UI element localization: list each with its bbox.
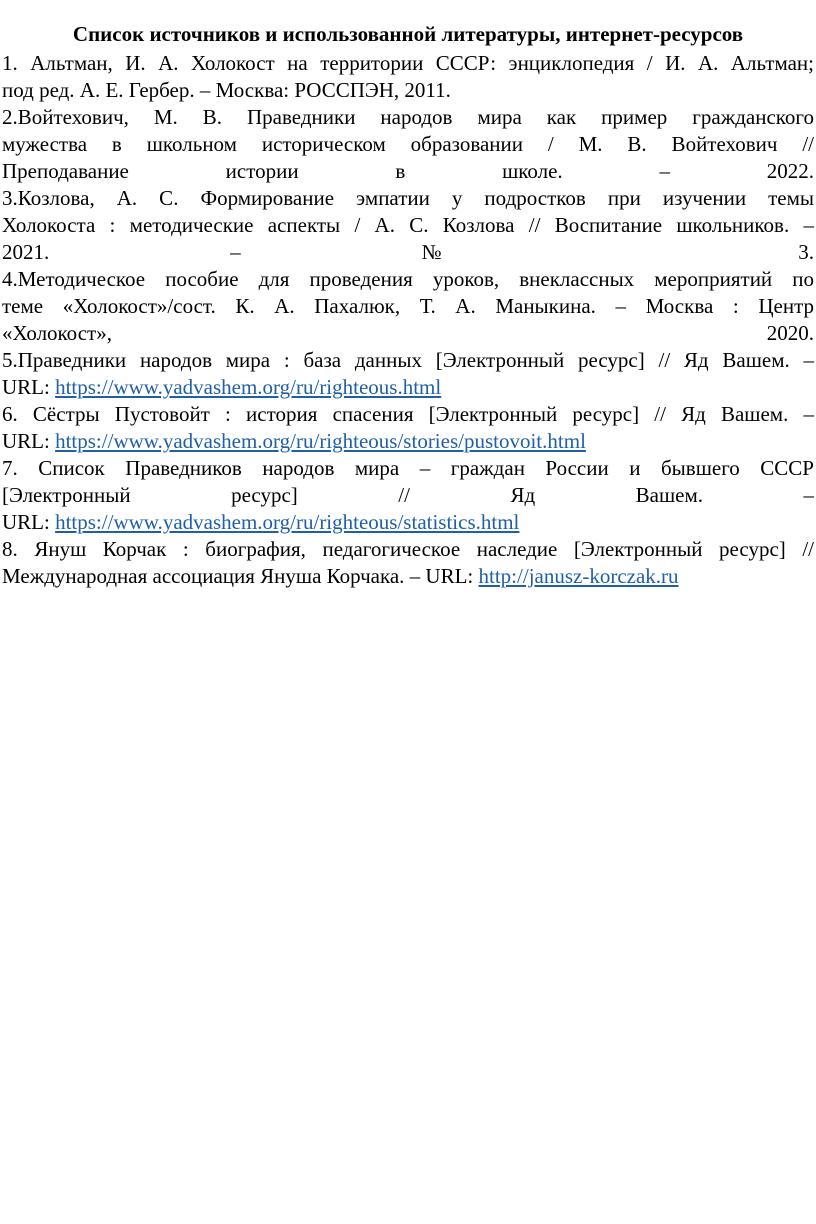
reference-4-line-2: теме «Холокост»/сост. К. А. Пахалюк, Т. А. Маныкина. – Москва : Центр — [2, 294, 814, 318]
reference-2 — [2, 104, 814, 185]
reference-8-link[interactable]: http://janusz-korczak.ru — [478, 564, 679, 588]
reference-6-link[interactable]: https://www.yadvashem.org/ru/righteous/stories/pustovoit.html — [55, 429, 586, 453]
reference-6-line-1: 6. Сёстры Пустовойт : история спасения [Электронный ресурс] // Яд Вашем. – — [2, 402, 814, 426]
reference-4-line-3: «Холокост», 2020. — [2, 321, 814, 345]
reference-1-line-2: под ред. А. Е. Гербер. – Москва: РОССПЭН, 2011. — [2, 78, 451, 102]
reference-4 — [2, 266, 814, 347]
reference-2-line-1: 2.Войтехович, М. В. Праведники народов мира как пример гражданского — [2, 105, 814, 129]
reference-5-link[interactable]: https://www.yadvashem.org/ru/righteous.html — [55, 375, 442, 399]
reference-5-url-prefix: URL: — [2, 375, 56, 399]
reference-5-line-1: 5.Праведники народов мира : база данных [Электронный ресурс] // Яд Вашем. – — [2, 348, 814, 372]
reference-7-url-prefix: URL: — [2, 510, 56, 534]
reference-8-line-2 — [2, 563, 814, 590]
reference-8 — [2, 536, 814, 590]
reference-2-line-2: мужества в школьном историческом образовании / М. В. Войтехович // — [2, 132, 814, 156]
reference-3 — [2, 185, 814, 266]
reference-1-line-1: 1. Альтман, И. А. Холокост на территории СССР: энциклопедия / И. А. Альтман; — [2, 51, 814, 75]
reference-5-line-2 — [2, 374, 814, 401]
reference-7-line-3 — [2, 509, 814, 536]
reference-6-line-2 — [2, 428, 814, 455]
reference-1 — [2, 50, 814, 104]
reference-2-line-3: Преподавание истории в школе. – 2022. — [2, 159, 814, 183]
reference-4-line-1: 4.Методическое пособие для проведения уроков, внеклассных мероприятий по — [2, 267, 814, 291]
page-title: Список источников и использованной литературы, интернет-ресурсов — [72, 22, 744, 46]
reference-7-line-2: [Электронный ресурс] // Яд Вашем. – — [2, 483, 814, 507]
reference-5 — [2, 347, 814, 401]
reference-7-link[interactable]: https://www.yadvashem.org/ru/righteous/statistics.html — [55, 510, 520, 534]
reference-8-line-1: 8. Януш Корчак : биография, педагогическое наследие [Электронный ресурс] // — [2, 537, 814, 561]
reference-3-line-2: Холокоста : методические аспекты / А. С. Козлова // Воспитание школьников. – — [2, 213, 814, 237]
reference-6-url-prefix: URL: — [2, 429, 56, 453]
reference-3-line-3: 2021. – № 3. — [2, 240, 814, 264]
reference-7 — [2, 455, 814, 536]
reference-7-line-1: 7. Список Праведников народов мира – граждан России и бывшего СССР — [2, 456, 814, 480]
reference-6 — [2, 401, 814, 455]
reference-3-line-1: 3.Козлова, А. С. Формирование эмпатии у подростков при изучении темы — [2, 186, 814, 210]
reference-8-url-prefix: Международная ассоциация Януша Корчака. – URL: — [2, 564, 479, 588]
